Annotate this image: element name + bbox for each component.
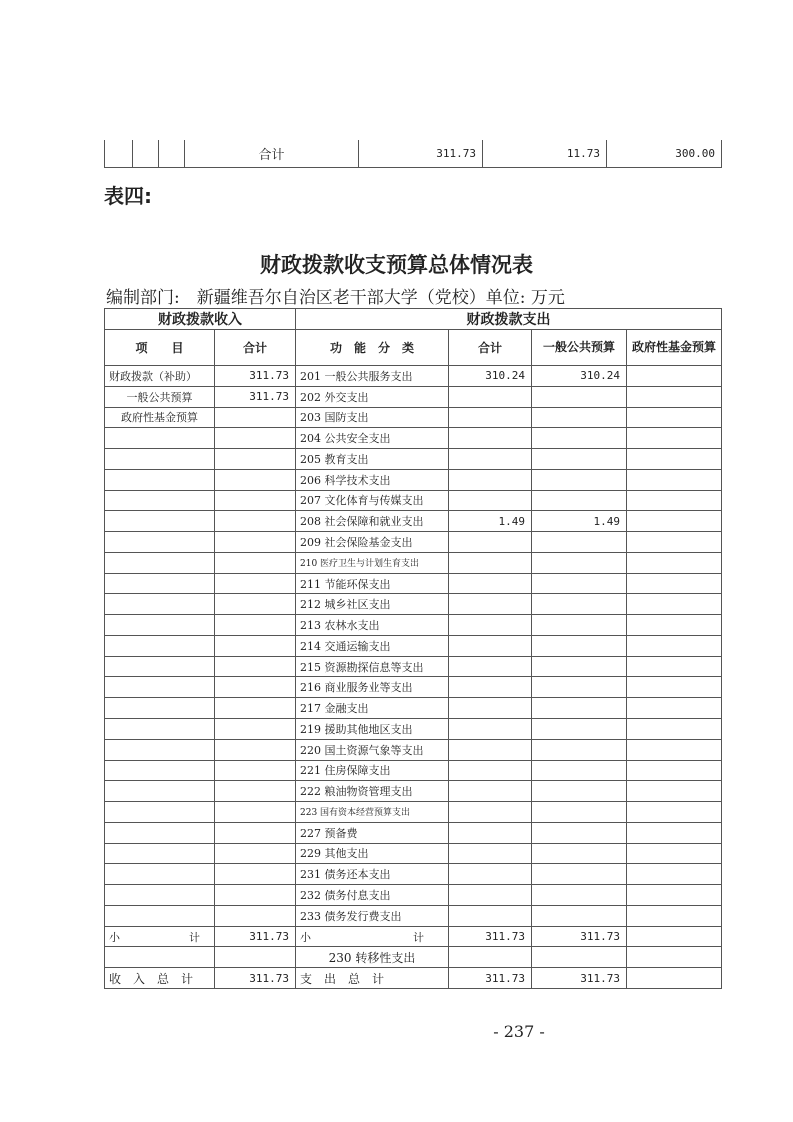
expense-total-cell: 1.49: [449, 511, 532, 532]
gov-fund-cell: [627, 428, 722, 449]
expense-total-cell: [449, 698, 532, 719]
gov-fund-cell: [627, 469, 722, 490]
general-budget-cell: [532, 760, 627, 781]
expense-grand-total-fund: [627, 968, 722, 989]
general-budget-cell: [532, 802, 627, 823]
section-label: 表四:: [104, 184, 152, 208]
subtotal-label-b: 计: [189, 930, 200, 944]
function-class-cell: 212 城乡社区支出: [296, 594, 449, 615]
function-class-cell: 209 社会保险基金支出: [296, 532, 449, 553]
general-budget-cell: [532, 843, 627, 864]
income-item-cell: [105, 594, 215, 615]
empty-cell: [105, 140, 133, 167]
general-budget-cell: [532, 677, 627, 698]
table-row: [105, 781, 722, 802]
general-budget-cell: [532, 552, 627, 573]
function-class-cell: 221 住房保障支出: [296, 760, 449, 781]
income-subtotal-label: [105, 926, 215, 947]
header-item: 项 目: [105, 330, 215, 366]
table-row: [105, 532, 722, 553]
total-value: 311.73: [359, 140, 483, 167]
expense-total-cell: [449, 739, 532, 760]
previous-table-total-row: [104, 140, 722, 168]
income-amount-cell: [215, 449, 296, 470]
expense-total-cell: [449, 594, 532, 615]
function-class-cell: 216 商业服务业等支出: [296, 677, 449, 698]
gov-fund-cell: [627, 802, 722, 823]
income-item-cell: [105, 490, 215, 511]
income-item-cell: [105, 760, 215, 781]
expense-subtotal-general: 311.73: [532, 926, 627, 947]
gov-fund-cell: [627, 822, 722, 843]
gov-fund-cell: [627, 490, 722, 511]
transfer-row: [105, 947, 722, 968]
table-row: [105, 594, 722, 615]
expense-total-cell: [449, 656, 532, 677]
income-item-cell: [105, 552, 215, 573]
empty-cell: [532, 947, 627, 968]
income-amount-cell: [215, 532, 296, 553]
income-item-cell: [105, 469, 215, 490]
general-budget-cell: [532, 656, 627, 677]
income-amount-cell: [215, 885, 296, 906]
table-row: [105, 656, 722, 677]
function-class-cell: 215 资源勘探信息等支出: [296, 656, 449, 677]
income-amount-cell: [215, 594, 296, 615]
function-class-cell: 232 债务付息支出: [296, 885, 449, 906]
income-item-cell: 财政拨款（补助）: [105, 366, 215, 387]
gov-fund-cell: [627, 532, 722, 553]
general-budget-cell: [532, 781, 627, 802]
gov-fund-cell: [627, 366, 722, 387]
table-row: [105, 885, 722, 906]
fiscal-appropriation-table: [104, 308, 722, 989]
table-row: [105, 760, 722, 781]
table-row: [105, 615, 722, 636]
gov-fund-cell: [627, 843, 722, 864]
page-number: - 237 -: [493, 1022, 545, 1041]
empty-cell: [105, 947, 215, 968]
income-item-cell: 政府性基金预算: [105, 407, 215, 428]
income-amount-cell: [215, 760, 296, 781]
function-class-cell: 219 援助其他地区支出: [296, 719, 449, 740]
subtotal-label-a: 小: [109, 930, 120, 944]
header-gov-fund: 政府性基金预算: [627, 330, 722, 366]
general-budget-cell: [532, 573, 627, 594]
header-function: 功 能 分 类: [296, 330, 449, 366]
general-budget-cell: [532, 719, 627, 740]
general-budget-cell: [532, 594, 627, 615]
gov-fund-cell: [627, 449, 722, 470]
compiler-unit-line: 编制部门: 新疆维吾尔自治区老干部大学（党校）单位: 万元: [106, 288, 565, 308]
expense-subtotal-label: [296, 926, 449, 947]
income-item-cell: [105, 905, 215, 926]
expense-total-cell: [449, 905, 532, 926]
income-amount-cell: [215, 573, 296, 594]
income-amount-cell: [215, 822, 296, 843]
general-budget-cell: [532, 407, 627, 428]
income-amount-cell: 311.73: [215, 366, 296, 387]
expense-total-cell: [449, 781, 532, 802]
gov-fund-cell: [627, 677, 722, 698]
gov-fund-cell: [627, 407, 722, 428]
gov-fund-cell: [627, 719, 722, 740]
function-class-cell: 203 国防支出: [296, 407, 449, 428]
table-row: [105, 843, 722, 864]
general-budget-cell: [532, 428, 627, 449]
table-row: [105, 552, 722, 573]
table-row: [105, 511, 722, 532]
expense-total-cell: [449, 449, 532, 470]
table-row: [105, 905, 722, 926]
income-item-cell: [105, 698, 215, 719]
function-class-cell: 201 一般公共服务支出: [296, 366, 449, 387]
income-amount-cell: [215, 864, 296, 885]
empty-cell: [627, 947, 722, 968]
gov-fund-cell: [627, 573, 722, 594]
function-class-cell: 233 债务发行费支出: [296, 905, 449, 926]
expense-total-cell: [449, 677, 532, 698]
income-amount-cell: [215, 698, 296, 719]
gov-fund-cell: [627, 864, 722, 885]
empty-cell: [133, 140, 159, 167]
expense-group-header: 财政拨款支出: [296, 309, 722, 330]
income-amount-cell: [215, 843, 296, 864]
gov-fund-cell: [627, 885, 722, 906]
empty-cell: [215, 947, 296, 968]
transfer-function-cell: 230 转移性支出: [296, 947, 449, 968]
general-budget-cell: [532, 905, 627, 926]
income-amount-cell: [215, 739, 296, 760]
table-row: [105, 822, 722, 843]
subtotal-label-a: 小: [300, 930, 311, 944]
expense-total-cell: [449, 386, 532, 407]
income-amount-cell: [215, 802, 296, 823]
empty-cell: [449, 947, 532, 968]
general-budget-cell: [532, 885, 627, 906]
gov-fund-cell: [627, 511, 722, 532]
income-amount-cell: [215, 615, 296, 636]
expense-total-cell: [449, 802, 532, 823]
general-budget-cell: [532, 490, 627, 511]
expense-total-cell: [449, 885, 532, 906]
income-amount-cell: [215, 552, 296, 573]
gov-fund-cell: [627, 781, 722, 802]
income-amount-cell: [215, 428, 296, 449]
general-budget-cell: [532, 615, 627, 636]
income-item-cell: [105, 802, 215, 823]
income-item-cell: [105, 677, 215, 698]
expense-total-cell: [449, 552, 532, 573]
gov-fund-cell: [627, 760, 722, 781]
expense-total-cell: [449, 428, 532, 449]
function-class-cell: 204 公共安全支出: [296, 428, 449, 449]
gov-fund-cell: [627, 552, 722, 573]
general-budget-cell: [532, 532, 627, 553]
income-amount-cell: [215, 677, 296, 698]
expense-total-cell: [449, 760, 532, 781]
table-row: [105, 573, 722, 594]
income-item-cell: [105, 656, 215, 677]
income-amount-cell: [215, 781, 296, 802]
general-budget-cell: 310.24: [532, 366, 627, 387]
income-amount-cell: [215, 635, 296, 656]
function-class-cell: 223 国有资本经营预算支出: [296, 802, 449, 823]
subtotal-label-b: 计: [413, 930, 424, 944]
gov-fund-cell: [627, 594, 722, 615]
income-item-cell: [105, 449, 215, 470]
expense-total-cell: [449, 635, 532, 656]
function-class-cell: 206 科学技术支出: [296, 469, 449, 490]
income-amount-cell: [215, 407, 296, 428]
income-amount-cell: [215, 719, 296, 740]
function-class-cell: 210 医疗卫生与计划生育支出: [296, 552, 449, 573]
expense-subtotal-total: 311.73: [449, 926, 532, 947]
function-class-cell: 205 教育支出: [296, 449, 449, 470]
general-budget-cell: [532, 635, 627, 656]
table-row: [105, 366, 722, 387]
expense-total-cell: 310.24: [449, 366, 532, 387]
function-class-cell: 213 农林水支出: [296, 615, 449, 636]
page-title: 财政拨款收支预算总体情况表: [260, 253, 533, 277]
income-item-cell: [105, 428, 215, 449]
expense-grand-total-label: 支 出 总 计: [296, 968, 449, 989]
function-class-cell: 217 金融支出: [296, 698, 449, 719]
gov-fund-cell: [627, 698, 722, 719]
empty-cell: [159, 140, 185, 167]
income-item-cell: [105, 781, 215, 802]
expense-grand-total-value: 311.73: [449, 968, 532, 989]
expense-total-cell: [449, 822, 532, 843]
gov-fund-cell: [627, 635, 722, 656]
income-item-cell: [105, 573, 215, 594]
general-budget-cell: [532, 822, 627, 843]
gov-fund-cell: [627, 656, 722, 677]
income-amount-cell: [215, 511, 296, 532]
function-class-cell: 227 预备费: [296, 822, 449, 843]
table-row: [105, 677, 722, 698]
income-amount-cell: 311.73: [215, 386, 296, 407]
table-row: [105, 449, 722, 470]
general-budget-cell: [532, 386, 627, 407]
income-grand-total-value: 311.73: [215, 968, 296, 989]
expense-total-cell: [449, 532, 532, 553]
expense-total-cell: [449, 843, 532, 864]
function-class-cell: 229 其他支出: [296, 843, 449, 864]
general-budget-cell: 1.49: [532, 511, 627, 532]
table-row: [105, 428, 722, 449]
income-amount-cell: [215, 469, 296, 490]
income-item-cell: [105, 615, 215, 636]
header-income-total: 合计: [215, 330, 296, 366]
general-budget-cell: [532, 469, 627, 490]
table-row: [105, 719, 722, 740]
function-class-cell: 220 国土资源气象等支出: [296, 739, 449, 760]
table-row: [105, 802, 722, 823]
income-item-cell: [105, 719, 215, 740]
income-item-cell: [105, 864, 215, 885]
function-class-cell: 211 节能环保支出: [296, 573, 449, 594]
income-item-cell: [105, 885, 215, 906]
table-row: [105, 490, 722, 511]
table-row: [105, 635, 722, 656]
table-row: [105, 469, 722, 490]
gov-fund-cell: [627, 739, 722, 760]
function-class-cell: 207 文化体育与传媒支出: [296, 490, 449, 511]
table-row: [105, 739, 722, 760]
general-budget-cell: [532, 698, 627, 719]
income-item-cell: [105, 739, 215, 760]
table-row: [105, 698, 722, 719]
total-col2-value: 11.73: [483, 140, 607, 167]
general-budget-cell: [532, 739, 627, 760]
expense-total-cell: [449, 719, 532, 740]
total-label: 合计: [185, 140, 359, 167]
gov-fund-cell: [627, 615, 722, 636]
income-item-cell: [105, 843, 215, 864]
table-row: [105, 386, 722, 407]
gov-fund-cell: [627, 386, 722, 407]
income-group-header: 财政拨款收入: [105, 309, 296, 330]
income-amount-cell: [215, 905, 296, 926]
income-amount-cell: [215, 490, 296, 511]
income-grand-total-label: 收 入 总 计: [105, 968, 215, 989]
expense-total-cell: [449, 615, 532, 636]
function-class-cell: 222 粮油物资管理支出: [296, 781, 449, 802]
income-item-cell: [105, 511, 215, 532]
income-amount-cell: [215, 656, 296, 677]
function-class-cell: 214 交通运输支出: [296, 635, 449, 656]
gov-fund-cell: [627, 905, 722, 926]
general-budget-cell: [532, 864, 627, 885]
table-row: [105, 864, 722, 885]
expense-total-cell: [449, 573, 532, 594]
subtotal-row: [105, 926, 722, 947]
function-class-cell: 202 外交支出: [296, 386, 449, 407]
grand-total-row: [105, 968, 722, 989]
header-general-budget: 一般公共预算: [532, 330, 627, 366]
total-col3-value: 300.00: [607, 140, 722, 167]
income-item-cell: [105, 532, 215, 553]
expense-subtotal-fund: [627, 926, 722, 947]
header-expense-total: 合计: [449, 330, 532, 366]
income-item-cell: [105, 822, 215, 843]
income-subtotal-value: 311.73: [215, 926, 296, 947]
expense-total-cell: [449, 469, 532, 490]
expense-total-cell: [449, 864, 532, 885]
table-row: [105, 407, 722, 428]
expense-total-cell: [449, 407, 532, 428]
function-class-cell: 208 社会保障和就业支出: [296, 511, 449, 532]
expense-total-cell: [449, 490, 532, 511]
income-item-cell: 一般公共预算: [105, 386, 215, 407]
general-budget-cell: [532, 449, 627, 470]
income-item-cell: [105, 635, 215, 656]
function-class-cell: 231 债务还本支出: [296, 864, 449, 885]
expense-grand-total-general: 311.73: [532, 968, 627, 989]
